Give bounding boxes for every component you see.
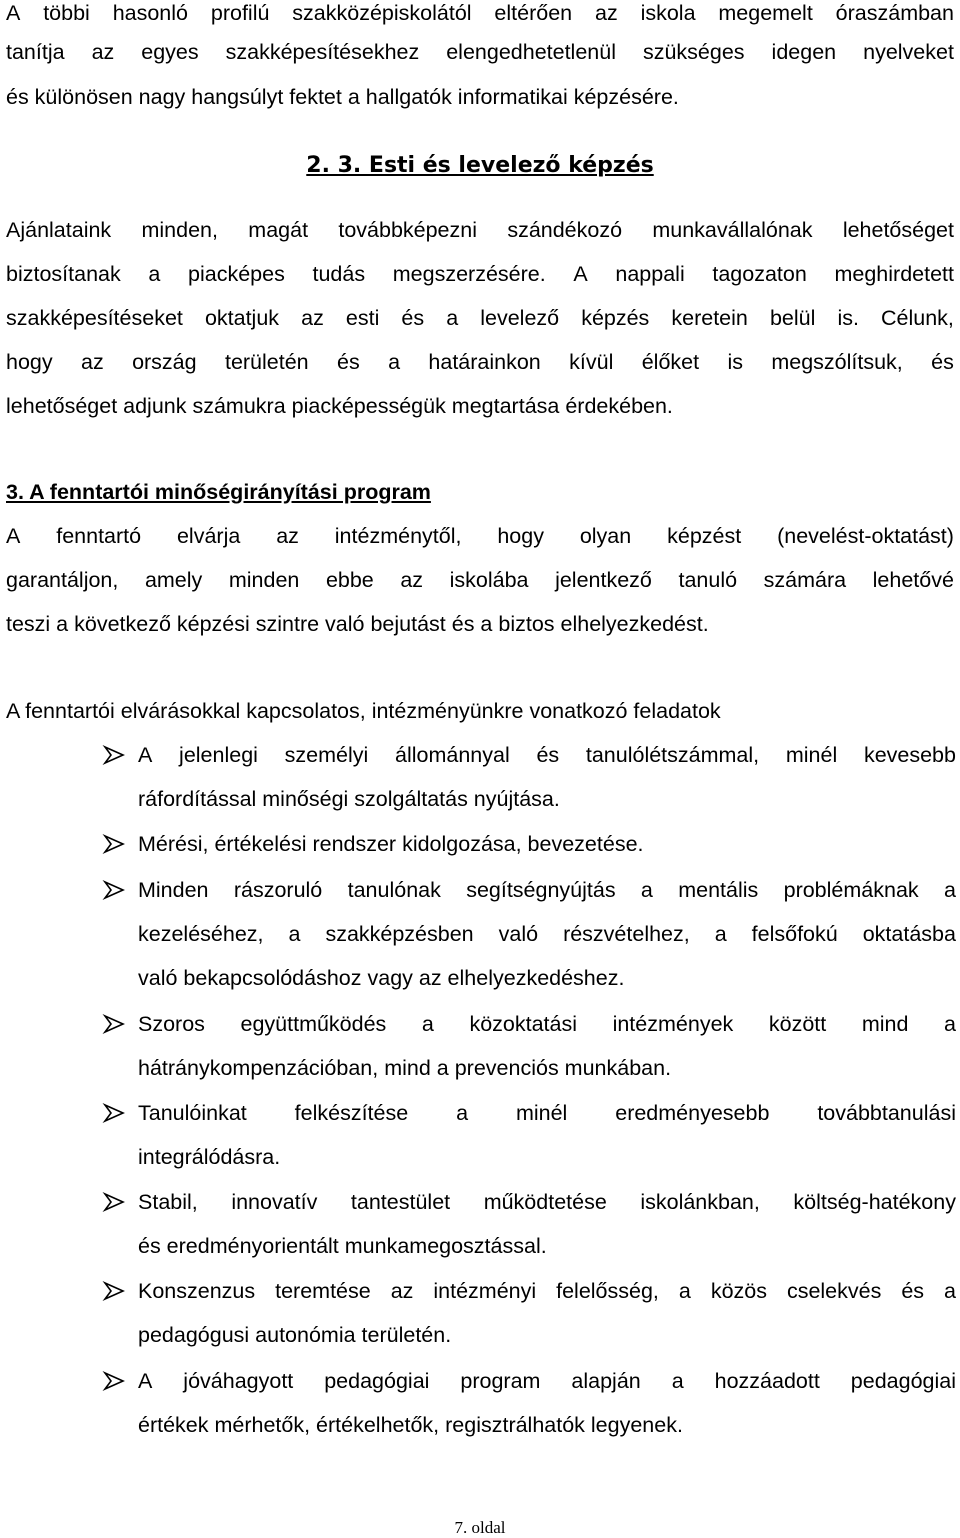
bullet-item-line: és eredményorientált munkamegosztással. (138, 1234, 547, 1258)
arrowhead-bullet-icon (102, 1369, 126, 1393)
bullet-item-line: Stabil, innovatív tantestület működtetése iskolánkban, költség-hatékony (138, 1190, 956, 1214)
bullet-item-line: Minden rászoruló tanulónak segítségnyújtás a mentális problémáknak a (138, 878, 956, 902)
bullet-item-line: értékek mérhetők, értékelhetők, regisztrálhatók legyenek. (138, 1413, 683, 1437)
section-heading: 3. A fenntartói minőségirányítási program (6, 480, 431, 504)
paragraph-line: szakképesítéseket oktatjuk az esti és a levelező képzés keretein belül is. Célunk, (6, 306, 954, 330)
bullet-item-line: Tanulóinkat felkészítése a minél eredményesebb továbbtanulási (138, 1101, 956, 1125)
bullet-item-line: hátránykompenzációban, mind a prevenciós munkában. (138, 1056, 672, 1080)
bullet-item-line: integrálódásra. (138, 1145, 281, 1169)
arrowhead-bullet-icon (102, 878, 126, 902)
paragraph-line: tanítja az egyes szakképesítésekhez elengedhetetlenül szükséges idegen nyelveket (6, 40, 954, 64)
paragraph-line: Ajánlataink minden, magát továbbképezni szándékozó munkavállalónak lehetőséget (6, 218, 954, 242)
bullet-item-line: Konszenzus teremtése az intézményi felelősség, a közös cselekvés és a (138, 1279, 956, 1303)
paragraph-line: biztosítanak a piacképes tudás megszerzésére. A nappali tagozaton meghirdetett (6, 262, 954, 286)
page-number: 7. oldal (454, 1518, 506, 1537)
paragraph-line: teszi a következő képzési szintre való bejutást és a biztos elhelyezkedést. (6, 612, 709, 636)
bullet-item-line: A jelenlegi személyi állománnyal és tanulólétszámmal, minél kevesebb (138, 743, 956, 767)
bullet-item-line: A jóváhagyott pedagógiai program alapján a hozzáadott pedagógiai (138, 1369, 956, 1393)
paragraph-line: A többi hasonló profilú szakközépiskolától eltérően az iskola megemelt óraszámban (6, 1, 954, 25)
paragraph-line: A fenntartó elvárja az intézménytől, hogy olyan képzést (nevelést-oktatást) (6, 524, 954, 548)
paragraph-line: hogy az ország területén és a határainkon kívül élőket is megszólítsuk, és (6, 350, 954, 374)
arrowhead-bullet-icon (102, 1012, 126, 1036)
bullet-item-line: való bekapcsolódáshoz vagy az elhelyezkedéshez. (138, 966, 625, 990)
paragraph-line: garantáljon, amely minden ebbe az iskolába jelentkező tanuló számára lehetővé (6, 568, 954, 592)
bullet-item-line: kezeléséhez, a szakképzésben való részvételhez, a felsőfokú oktatásba (138, 922, 956, 946)
bullet-item-line: Szoros együttműködés a közoktatási intézmények között mind a (138, 1012, 956, 1036)
arrowhead-bullet-icon (102, 832, 126, 856)
tasks-intro: A fenntartói elvárásokkal kapcsolatos, intézményünkre vonatkozó feladatok (6, 699, 721, 723)
bullet-item-line: Mérési, értékelési rendszer kidolgozása, bevezetése. (138, 832, 644, 856)
section-heading: 2. 3. Esti és levelező képzés (306, 153, 654, 178)
arrowhead-bullet-icon (102, 1190, 126, 1214)
bullet-item-line: pedagógusi autonómia területén. (138, 1323, 452, 1347)
paragraph-line: lehetőséget adjunk számukra piacképességük megtartása érdekében. (6, 394, 673, 418)
paragraph-line: és különösen nagy hangsúlyt fektet a hallgatók informatikai képzésére. (6, 85, 679, 109)
bullet-item-line: ráfordítással minőségi szolgáltatás nyújtása. (138, 787, 560, 811)
arrowhead-bullet-icon (102, 1101, 126, 1125)
arrowhead-bullet-icon (102, 743, 126, 767)
arrowhead-bullet-icon (102, 1279, 126, 1303)
